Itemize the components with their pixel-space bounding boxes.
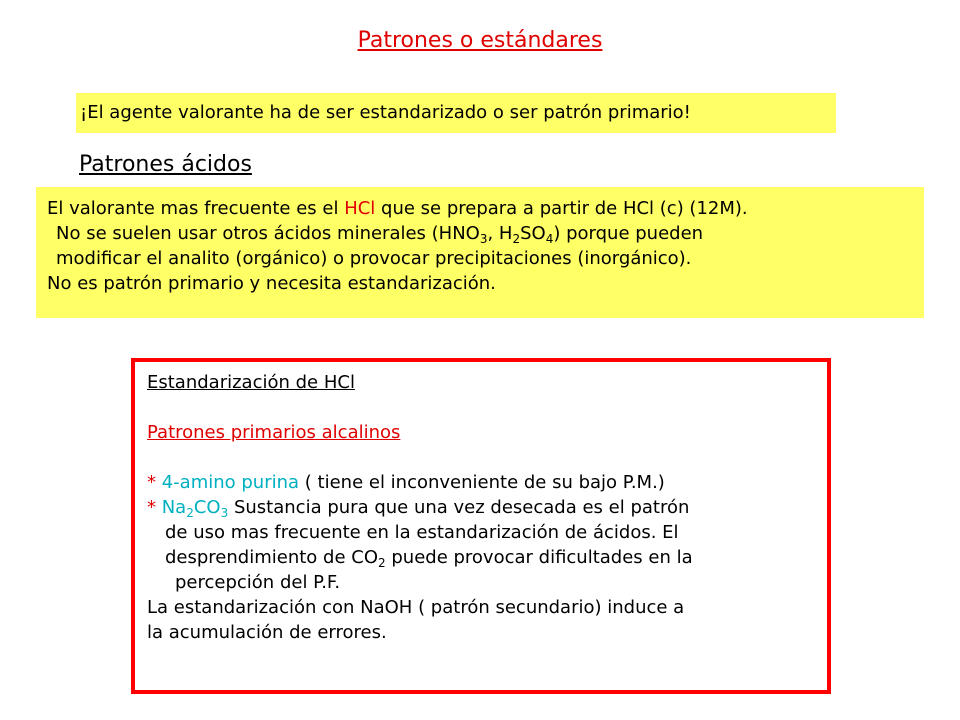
list-item-continuation: desprendimiento de $CO_2$ puede provocar dificultades en la [165,547,693,570]
list-item: * $Na_2CO_3$ Sustancia pura que una vez desecada es el patrón [147,497,690,520]
acid-line-3: modificar el analito (orgánico) o provocar precipitaciones (inorgánico). [56,248,692,269]
list-item-continuation: de uso mas frecuente en la estandarización de ácidos. El [165,522,679,543]
warning-banner: ¡El agente valorante ha de ser estandarizado o ser patrón primario! [76,93,836,133]
list-item-continuation: percepción del P.F. [175,572,341,593]
acid-line-1: El valorante mas frecuente es el HCl que se prepara a partir de HCl (c) (12M). [47,198,748,219]
acid-line-4: No es patrón primario y necesita estandarización. [47,273,496,294]
alkaline-standards-heading: Patrones primarios alcalinos [147,422,401,443]
standardization-heading: Estandarización de HCl [147,372,355,393]
list-item: * 4-amino purina ( tiene el inconveniente de su bajo P.M.) [147,472,665,493]
bullet-star-icon: * [147,472,156,493]
standardization-box [131,358,831,694]
acid-line-2: No se suelen usar otros ácidos minerales ($HNO_3$, $H_2SO_4$) porque pueden [56,223,704,246]
acid-standards-box [36,187,924,318]
closing-text: la acumulación de errores. [147,622,387,643]
page-title: Patrones o estándares [357,28,603,53]
acid-standards-heading: Patrones ácidos [79,152,252,177]
closing-text: La estandarización con NaOH ( patrón secundario) induce a [147,597,685,618]
hcl-highlight: HCl [344,198,376,219]
bullet-star-icon: * [147,497,156,518]
